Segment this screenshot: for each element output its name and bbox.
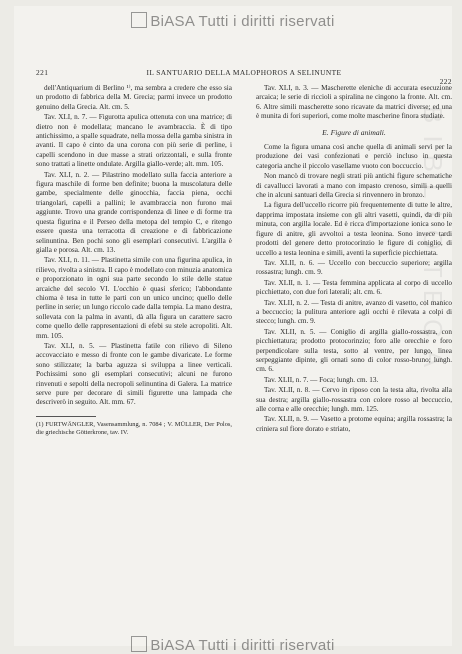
section-title: E. Figure di animali. xyxy=(322,127,386,137)
watermark-bottom xyxy=(14,636,452,654)
paragraph: Tav. XLII, n. 6. — Uccello con beccuccio superiore; argilla rossastra; lungh. cm. 9. xyxy=(256,258,452,277)
watermark-top-text: BiASA Tutti i diritti riservati xyxy=(150,13,335,30)
paragraph: Tav. XLII, n. 1. — Testa femmina applicata al corpo di uccello picchiettato, con due fori laterali; alt. cm. 6. xyxy=(256,278,452,297)
biasa-logo-icon xyxy=(131,12,147,28)
paragraph: Tav. XLI, n. 3. — Mascherette eleniche di accurata esecuzione arcaica; le serie di riccioli a spiralina ne cingono la fronte. Alt. cm. 6. Altre simili mascherette sono ricavate da matrici diverse; ed una è munita di fori superiori, come molte mascherine finora studiate. xyxy=(256,84,452,121)
paragraph: Non mancò di trovare negli strati più antichi figure schematiche di cavallucci lavorati a mano con impasto crenoso, simili a quelli che in alcuni santuari della Grecia si rinvennero in bronzo. xyxy=(256,172,452,200)
page-number-left: 221 xyxy=(36,68,49,77)
biasa-logo-icon xyxy=(131,636,147,652)
right-column xyxy=(256,84,452,435)
footnote-divider xyxy=(36,416,96,417)
paragraph: Tav. XLII, n. 9. — Vasetto a protome equina; argilla rossastra; la criniera sul fiore dorato e striato, xyxy=(256,415,452,433)
paragraph: Tav. XLI, n. 11. — Plastinetta simile con una figurina apulica, in rilievo, rivolta a sinistra. Il capo è modellato con minuzia anatomica e proporzionato in ogni sua parte secondo lo stile delle statue arcaiche del secolo VI. L'occhio è quasi sferico; l'abbondante chioma è tesa in tutte le parti con un unico uncino; quello delle perline in serie; un lungo riccolo cade dalla tempia. La mano destra, sollevata con la palma in avanti, dà alla figura un carattere sacro come quello delle rappresentazioni di efebi su stele acropoliti. Alt. mm. 105. xyxy=(36,256,232,340)
left-column xyxy=(36,84,232,438)
page-number-right: 222 xyxy=(439,77,452,86)
paragraph: Tav. XLI, n. 5. — Plastinetta fatile con rilievo di Sileno accovacciato e messo di fronte con le gambe divaricate. Le forme sono stilizzate; la barba aguzza si sviluppa a linee verticali. Pochissimi sono gli esemplari consecutivi; alcuni ne furono rinvenuti e sepolti della necropoli selinuntina di Galera. La matrice serve pure per decorare di simili figurette una lampada che descriverò in seguito. Alt. mm. 67. xyxy=(36,341,232,407)
paragraph: dell'Antiquarium di Berlino ¹⁾, ma sembra a credere che esso sia un prodotto di fabbrica della M. Grecia; parmi invece un prodotto genuino della Grecia. Alt. cm. 5. xyxy=(36,84,232,111)
watermark-top xyxy=(14,12,452,30)
footnote: (1) FURTWÄNGLER, Vasensammlung, n. 7084 ; V. MÜLLER, Der Polos, die griechische Götterkrone, tav. IV. xyxy=(36,420,232,436)
paragraph: Tav. XLI, n. 7. — Figurotta apulica ottenuta con una matrice; di dietro non è modellata; mancano le avambraccia. È di tipo antichissimo, a spalle squadrate, nella mossa della gamba sinistra in avanti. Il capo è cinto da una corona con più serie di perline, i capelli scendono in due masse a strati orizzontali, e sulla fronte sono trattati a linette ondulate. Argilla giallo-verde; alt. mm. 105. xyxy=(36,113,232,169)
paragraph: Tav. XLII, n. 7. — Foca; lungh. cm. 13. xyxy=(264,375,379,384)
paragraph: Tav. XLI, n. 2. — Pilastrino modellato sulla faccia anteriore a figura maschile di forme ben definite; buona la muscolatura delle gambe, specialmente delle ginocchia, faccia piena, occhi triangolari, capelli a pallini; le avambraccia non furono mai aggiunte. Trovo una grande corrispondenza di linee e di forme tra questa figurina e il Perseo della metopa del tempio C, e ritengo essere questa una terracotta di creazione e di fabbricazione selinuntina. Ben pochi sono gli esemplari consecutivi. L'argilla è gialla e porosa. Alt. cm. 13. xyxy=(36,170,232,254)
paragraph: Tav. XLII, n. 2. — Testa di anitre, avanzo di vasetto, col manico a beccuccio; la pulitura anteriore agli occhi è rilevata a colpi di stecco; lungh. cm. 9. xyxy=(256,298,452,326)
vertical-watermark: BIBLIOTECA xyxy=(418,106,448,380)
scanned-page xyxy=(14,6,452,654)
running-header xyxy=(36,68,452,86)
paragraph: Tav. XLII, n. 5. — Coniglio di argilla giallo-rossastra, con picchiettatura; prodotto protocorinzio; foro alle orecchie e foro perpendicolare sulla testa, sotto al ventre, per lungo, linea serpeggiante dipinte, gli ornati sono di color rosso-bruno; lungh. cm. 6. xyxy=(256,327,452,374)
watermark-bottom-text: BiASA Tutti i diritti riservati xyxy=(150,637,335,654)
paragraph: Tav. XLII, n. 8. — Cervo in riposo con la testa alta, rivolta alla sua destra; argilla giallo-rossastra con colore rosso al beccuccio, alle corna e alle orecchie; lungh. mm. 125. xyxy=(256,386,452,413)
paragraph: Come la figura umana così anche quella di animali servì per la produzione dei vasi confezionati e perciò incluso in questa categoria anche il piccolo vasellame vuoto con boccuccio. xyxy=(256,143,452,170)
paragraph: La figura dell'uccello ricorre più frequentemente di tutte le altre, dapprima impostata insieme con gli altri vasetti, quindi, da di più minuta, con argilla locale. Ed è ricca d'importazione ionica sono le figure di anitre, gli avvoltoi a testa leonina. Sono invece tardi prodotti del genere detto protocorinzio le figure di coniglio, di uccello a testa leonina e simili, aventi la superficie picchiettata. xyxy=(256,201,452,257)
running-title: IL SANTUARIO DELLA MALOPHOROS A SELINUNTE xyxy=(146,68,342,77)
